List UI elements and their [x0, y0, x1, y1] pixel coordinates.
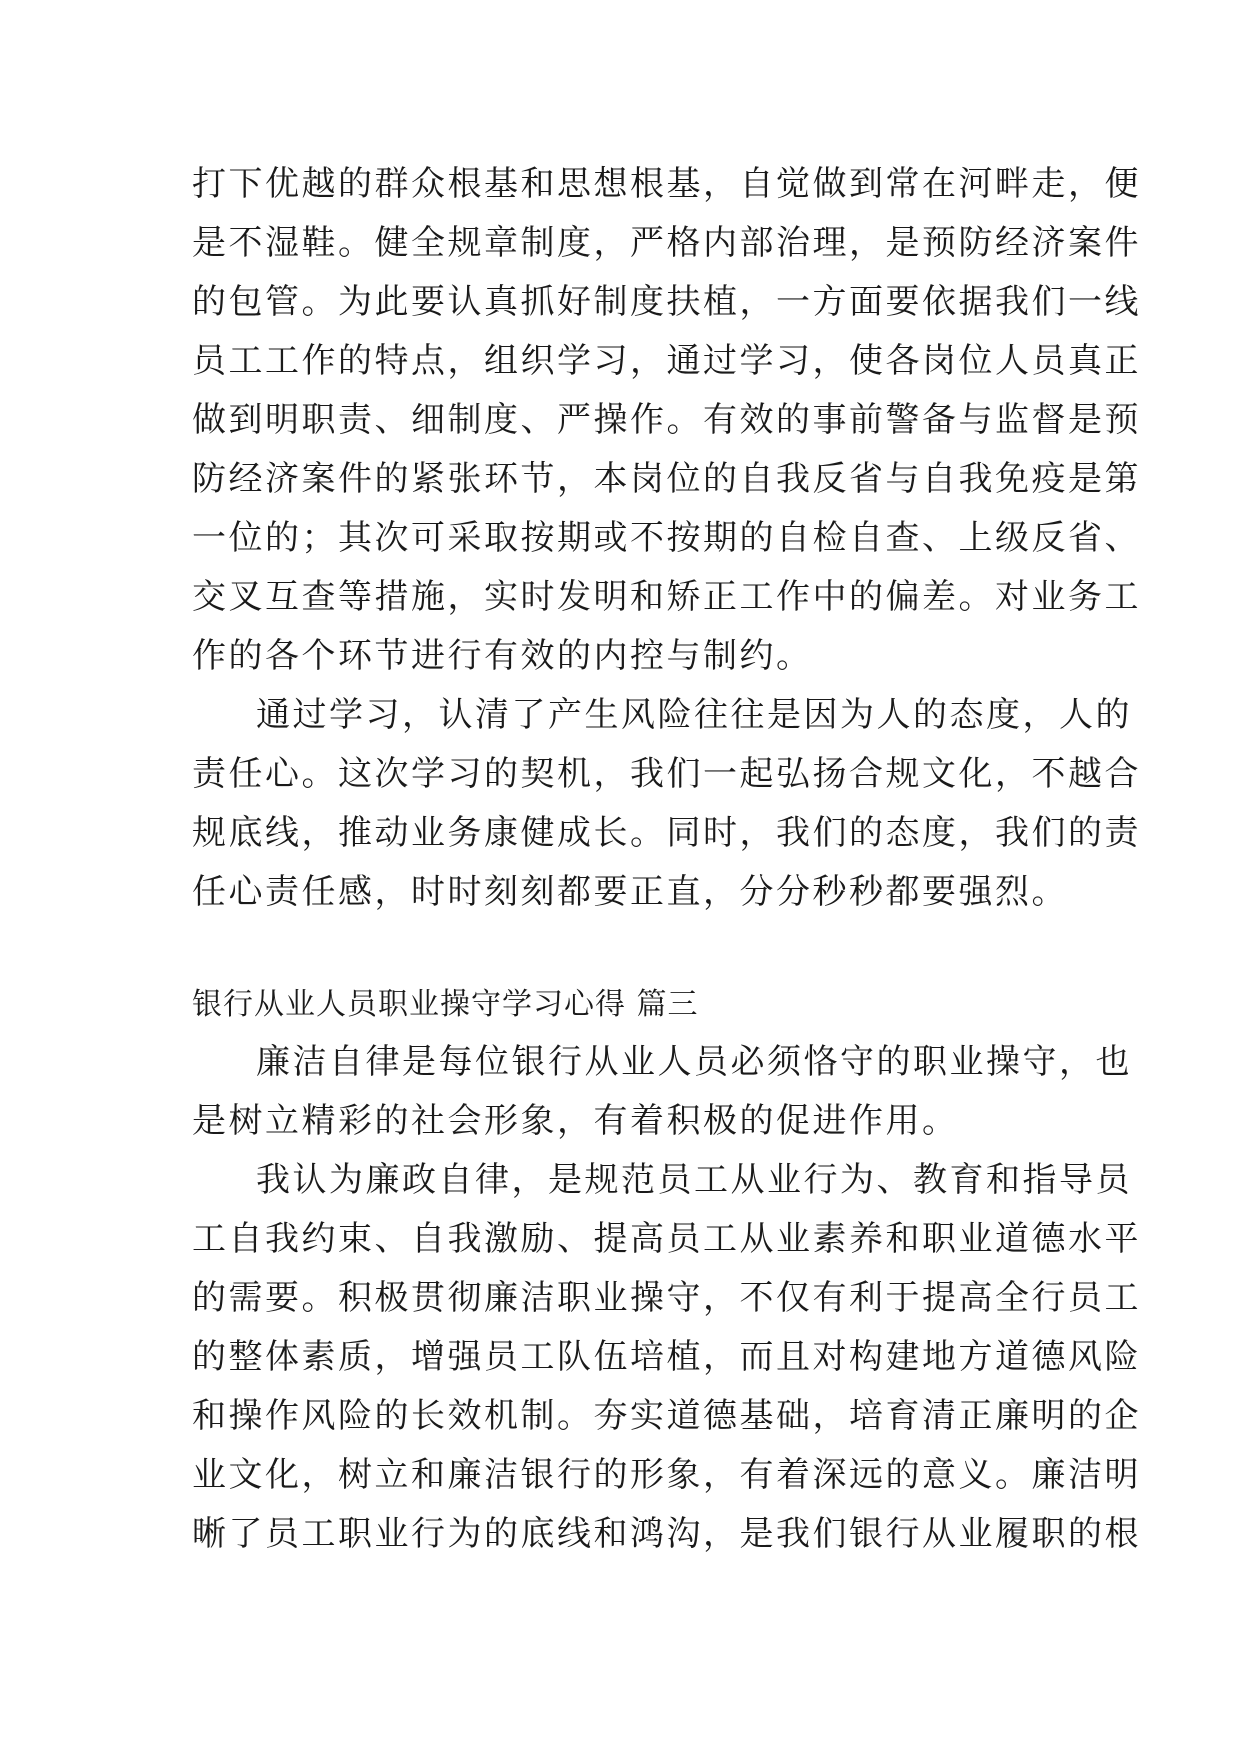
text-line: 通过学习，认清了产生风险往往是因为人的态度，人的	[256, 695, 1132, 735]
text-line: 的包管。为此要认真抓好制度扶植，一方面要依据我们一线	[192, 282, 1141, 322]
text-line: 员工工作的特点，组织学习，通过学习，使各岗位人员真正	[192, 341, 1141, 381]
section-heading: 银行从业人员职业操守学习心得 篇三	[192, 987, 699, 1022]
text-line: 防经济案件的紧张环节，本岗位的自我反省与自我免疫是第	[192, 459, 1141, 499]
text-line: 是不湿鞋。健全规章制度，严格内部治理，是预防经济案件	[192, 223, 1141, 263]
text-line: 晰了员工职业行为的底线和鸿沟，是我们银行从业履职的根	[192, 1514, 1141, 1554]
text-line: 廉洁自律是每位银行从业人员必须恪守的职业操守，也	[256, 1042, 1132, 1082]
text-line: 是树立精彩的社会形象，有着积极的促进作用。	[192, 1101, 959, 1141]
text-line: 和操作风险的长效机制。夯实道德基础，培育清正廉明的企	[192, 1396, 1141, 1436]
text-line: 的需要。积极贯彻廉洁职业操守，不仅有利于提高全行员工	[192, 1278, 1141, 1318]
text-line: 工自我约束、自我激励、提高员工从业素养和职业道德水平	[192, 1219, 1141, 1259]
text-line: 责任心。这次学习的契机，我们一起弘扬合规文化，不越合	[192, 754, 1141, 794]
text-line: 做到明职责、细制度、严操作。有效的事前警备与监督是预	[192, 400, 1141, 440]
text-line: 规底线，推动业务康健成长。同时，我们的态度，我们的责	[192, 813, 1141, 853]
text-line: 的整体素质，增强员工队伍培植，而且对构建地方道德风险	[192, 1337, 1141, 1377]
text-line: 打下优越的群众根基和思想根基，自觉做到常在河畔走，便	[192, 164, 1141, 204]
text-line: 交叉互查等措施，实时发明和矫正工作中的偏差。对业务工	[192, 577, 1141, 617]
text-line: 我认为廉政自律，是规范员工从业行为、教育和指导员	[256, 1160, 1132, 1200]
text-line: 作的各个环节进行有效的内控与制约。	[192, 636, 813, 676]
text-line: 业文化，树立和廉洁银行的形象，有着深远的意义。廉洁明	[192, 1455, 1141, 1495]
text-line: 一位的；其次可采取按期或不按期的自检自查、上级反省、	[192, 518, 1141, 558]
text-line: 任心责任感，时时刻刻都要正直，分分秒秒都要强烈。	[192, 872, 1068, 912]
